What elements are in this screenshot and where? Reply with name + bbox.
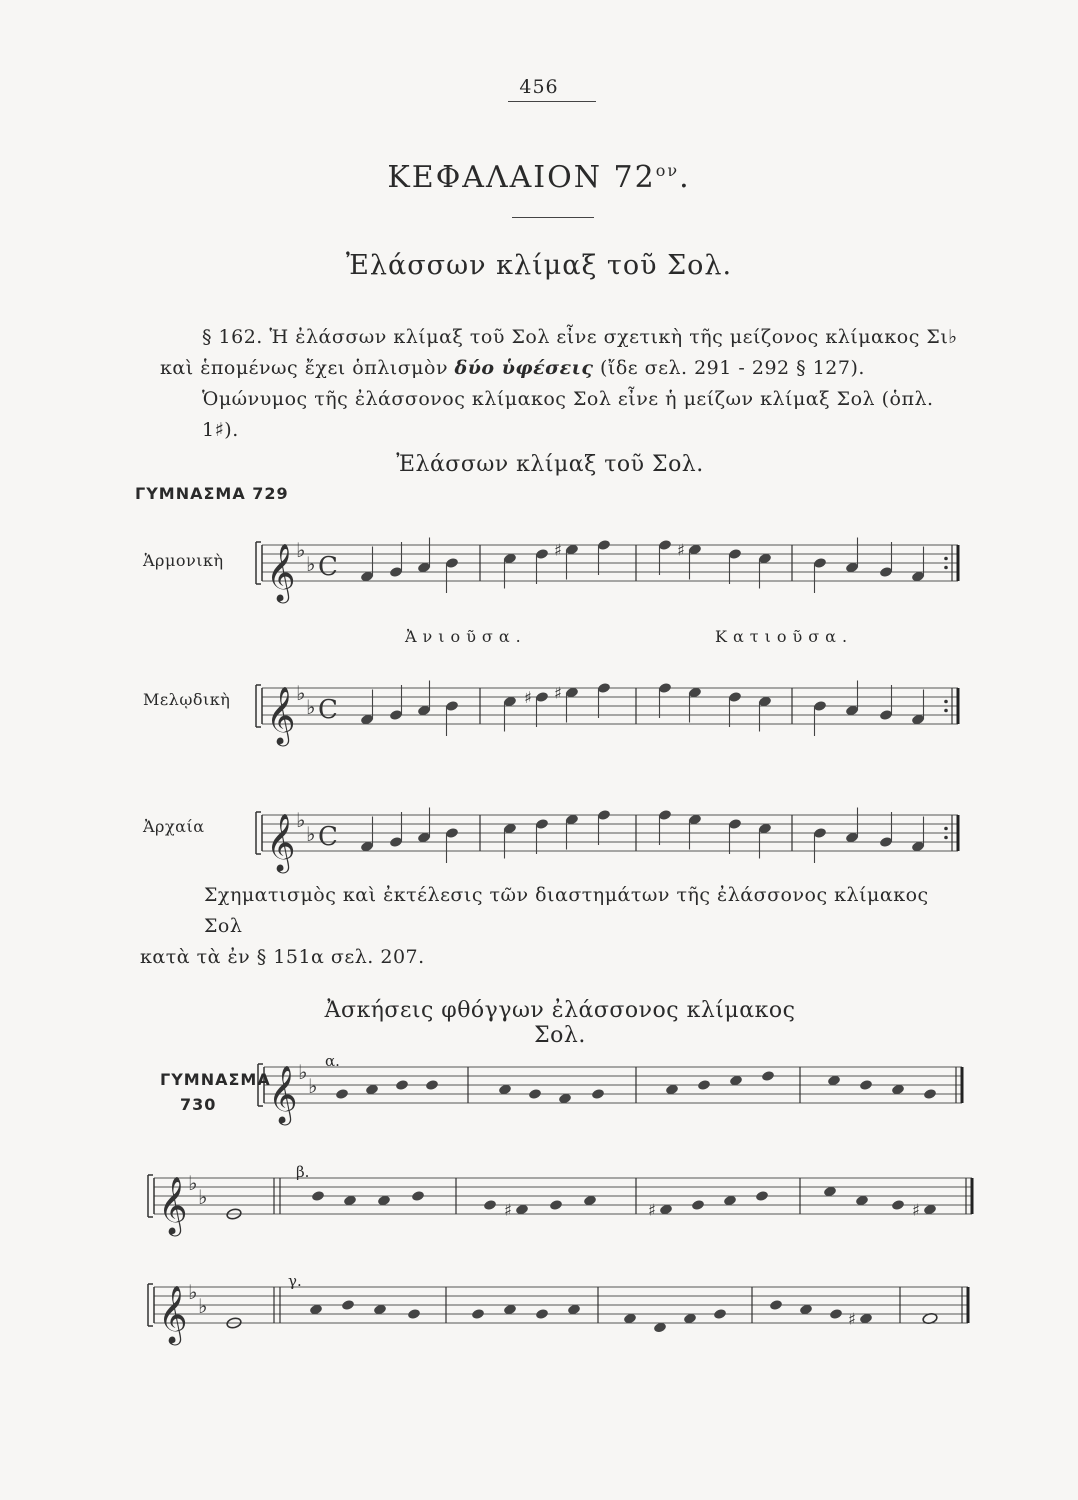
- part-alpha-label: α.: [325, 1052, 340, 1070]
- flat-icon: ♭: [296, 538, 306, 562]
- row-label-harmonic: Ἁρμονικὴ: [143, 551, 224, 570]
- paragraph-line-1: § 162. Ἡ ἐλάσσων κλίμαξ τοῦ Σολ εἶνε σχετικὴ τῆς μείζονος κλίμακος Σι♭: [202, 326, 958, 348]
- exercise-729-label: ΓΥΜΝΑΣΜΑ 729: [135, 484, 289, 503]
- sharp-icon: ♯: [554, 540, 562, 560]
- repeat-dot: [944, 566, 948, 570]
- paragraph-emphasis: δύο ὑφέσεις: [454, 357, 594, 379]
- repeat-dot: [944, 827, 948, 831]
- note-head: [923, 1088, 937, 1100]
- note-head: [311, 1190, 325, 1202]
- sharp-icon: ♯: [554, 683, 562, 703]
- paragraph-line-2c: (ἴδε σελ. 291 - 292 § 127).: [593, 357, 865, 379]
- chapter-subtitle: Ἐλάσσων κλίμαξ τοῦ Σολ.: [345, 250, 733, 281]
- common-time-icon: C: [318, 552, 338, 582]
- page-number: 456: [519, 76, 559, 98]
- sharp-icon: ♯: [504, 1200, 512, 1220]
- row-label-ancient: Ἀρχαία: [143, 817, 205, 836]
- note-head: [395, 1079, 409, 1091]
- flat-icon: ♭: [306, 695, 316, 719]
- note-head: [535, 1308, 549, 1320]
- treble-clef-icon: 𝄞: [158, 1176, 188, 1234]
- note-head: [549, 1199, 563, 1211]
- flat-icon: ♭: [188, 1171, 198, 1195]
- paragraph-line-3: Ὁμώνυμος τῆς ἐλάσσονος κλίμακος Σολ εἶνε ἡ μείζων κλίμαξ Σολ (ὁπλ. 1♯).: [202, 388, 934, 441]
- treble-clef-icon: 𝄞: [266, 686, 296, 744]
- treble-clef-icon: 𝄞: [266, 543, 296, 601]
- paragraph-line-2a: καὶ ἑπομένως ἔχει ὁπλισμὸν: [160, 357, 455, 379]
- flat-icon: ♭: [296, 681, 306, 705]
- intervals-line-2: κατὰ τὰ ἐν § 151α σελ. 207.: [140, 946, 425, 968]
- common-time-icon: C: [318, 822, 338, 852]
- system-bracket: [148, 1284, 153, 1326]
- repeat-dot: [944, 836, 948, 840]
- part-gamma-label: γ.: [288, 1272, 302, 1290]
- sharp-icon: ♯: [848, 1309, 856, 1329]
- note-head: [691, 1199, 705, 1211]
- system-bracket: [256, 685, 261, 727]
- note-head: [471, 1308, 485, 1320]
- note-head: [591, 1088, 605, 1100]
- row-label-melodic: Μελῳδικὴ: [143, 690, 231, 709]
- treble-clef-icon: 𝄞: [268, 1065, 298, 1123]
- flat-icon: ♭: [308, 1074, 318, 1098]
- common-time-icon: C: [318, 695, 338, 725]
- flat-icon: ♭: [298, 1060, 308, 1084]
- note-head: [761, 1070, 775, 1082]
- note-head: [769, 1299, 783, 1311]
- chapter-period: .: [679, 160, 691, 195]
- exercise-729-title: Ἐλάσσων κλίμαξ τοῦ Σολ.: [396, 452, 704, 477]
- flat-icon: ♭: [306, 822, 316, 846]
- note-head: [411, 1190, 425, 1202]
- flat-icon: ♭: [188, 1280, 198, 1304]
- exercise-730-title: Ἀσκήσεις φθόγγων ἐλάσσονος κλίμακος Σολ.: [324, 998, 796, 1048]
- ascending-label: Ἀνιοῦσα.: [405, 627, 527, 646]
- note-head: [341, 1299, 355, 1311]
- flat-icon: ♭: [198, 1294, 208, 1318]
- note-head: [829, 1308, 843, 1320]
- sharp-icon: ♯: [912, 1200, 920, 1220]
- note-head: [697, 1079, 711, 1091]
- system-bracket: [148, 1175, 153, 1217]
- sharp-icon: ♯: [648, 1200, 656, 1220]
- repeat-dot: [944, 700, 948, 704]
- note-head: [425, 1079, 439, 1091]
- flat-icon: ♭: [198, 1185, 208, 1209]
- chapter-title-text: ΚΕΦΑΛΑΙΟΝ 72: [387, 160, 656, 195]
- note-head: [891, 1199, 905, 1211]
- system-bracket: [256, 542, 261, 584]
- note-head: [335, 1088, 349, 1100]
- part-beta-label: β.: [296, 1163, 310, 1181]
- intervals-paragraph: [140, 880, 970, 973]
- sharp-icon: ♯: [524, 688, 532, 707]
- note-head: [755, 1190, 769, 1202]
- treble-clef-icon: 𝄞: [158, 1285, 188, 1343]
- flat-icon: ♭: [306, 552, 316, 576]
- exercise-730-label-line-1: ΓΥΜΝΑΣΜΑ: [160, 1070, 271, 1089]
- note-head: [859, 1079, 873, 1091]
- flat-icon: ♭: [296, 808, 306, 832]
- note-head: [713, 1308, 727, 1320]
- intervals-line-1: Σχηματισμὸς καὶ ἐκτέλεσις τῶν διαστημάτων τῆς ἐλάσσονος κλίμακος Σολ: [204, 884, 929, 937]
- chapter-suffix: ον: [655, 161, 680, 180]
- note-head: [407, 1308, 421, 1320]
- note-head: [483, 1199, 497, 1211]
- system-bracket: [256, 812, 261, 854]
- repeat-dot: [944, 557, 948, 561]
- exercise-730-label-line-2: 730: [180, 1095, 217, 1114]
- note-head: [528, 1088, 542, 1100]
- sharp-icon: ♯: [677, 540, 685, 560]
- descending-label: Κατιοῦσα.: [715, 627, 854, 646]
- repeat-dot: [944, 709, 948, 713]
- treble-clef-icon: 𝄞: [266, 813, 296, 871]
